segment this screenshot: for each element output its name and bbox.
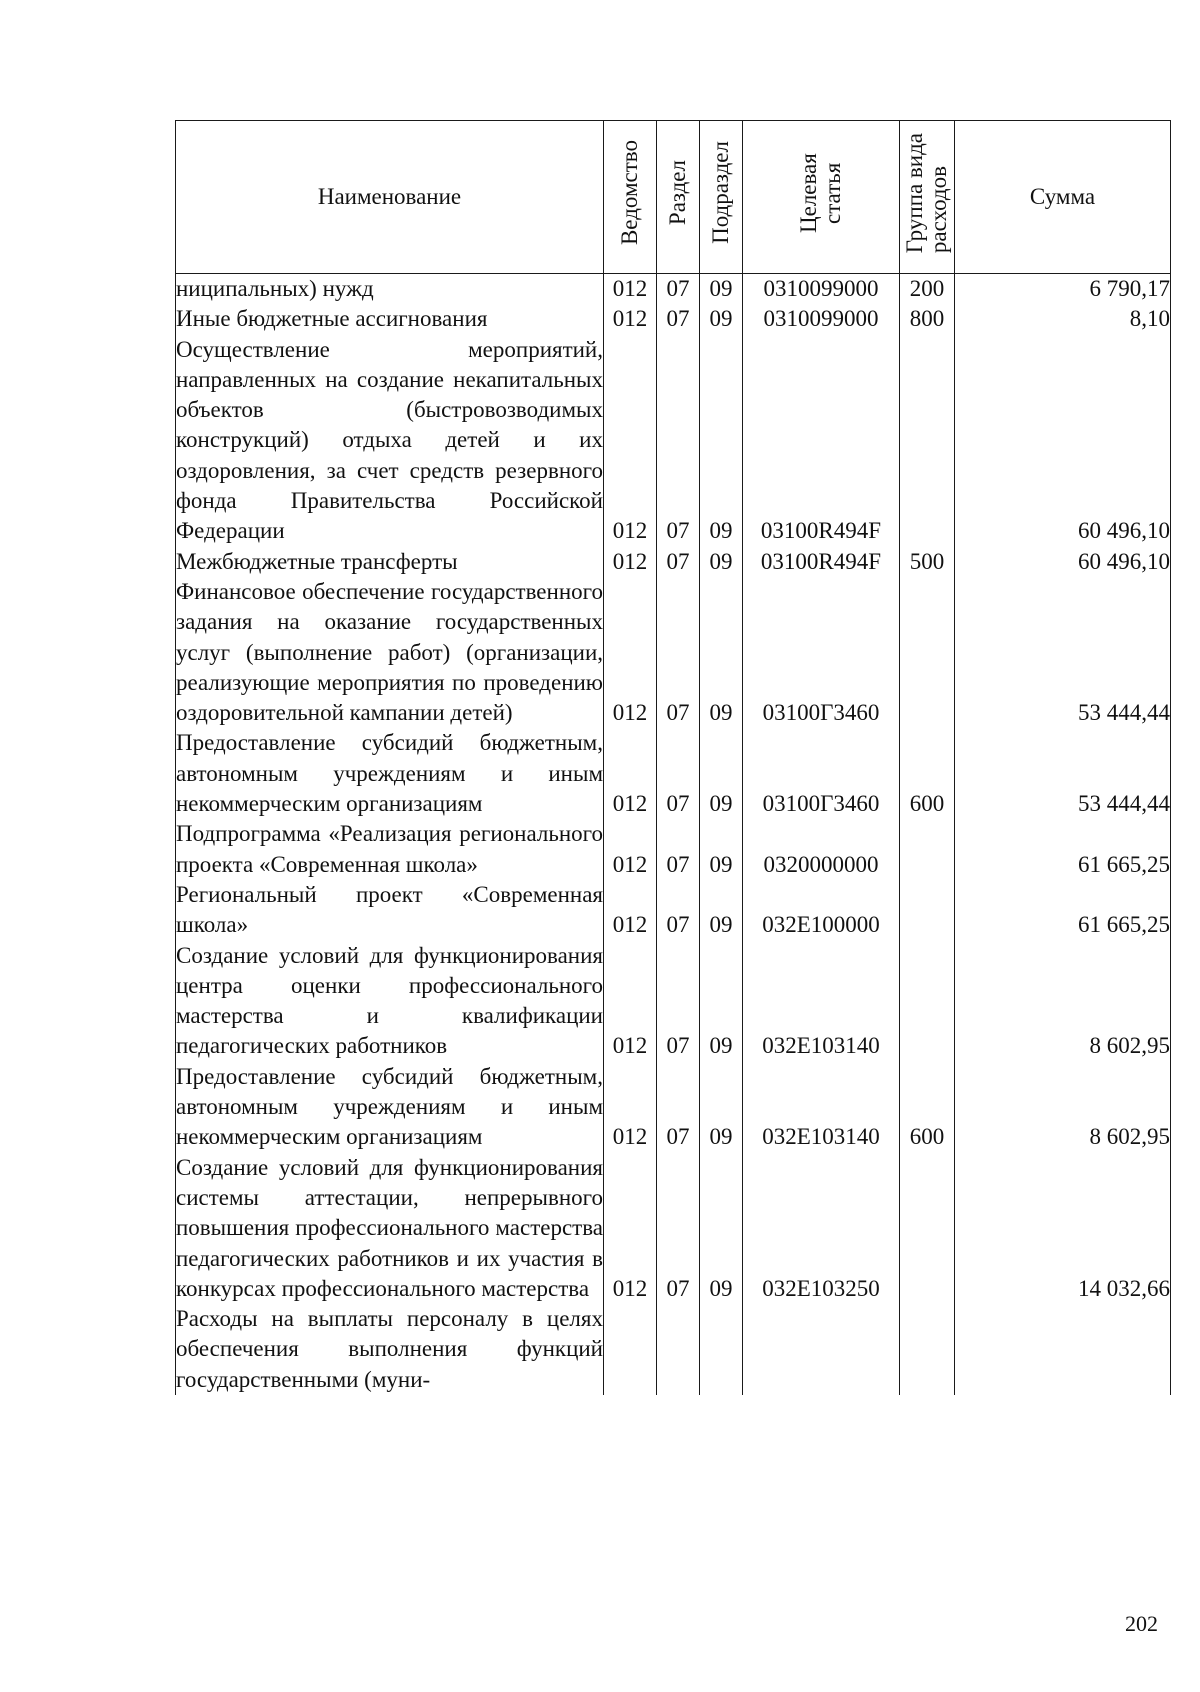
row-name: Региональный проект «Современная школа» (176, 880, 604, 941)
row-podrazdel: 09 (700, 274, 743, 305)
row-podrazdel: 09 (700, 577, 743, 728)
row-summa: 8,10 (955, 304, 1171, 334)
row-summa: 14 032,66 (955, 1153, 1171, 1304)
row-tselevaya-statya: 032E103140 (743, 941, 900, 1062)
row-vedomstvo: 012 (604, 728, 657, 819)
row-summa: 6 790,17 (955, 274, 1171, 305)
row-summa: 8 602,95 (955, 1062, 1171, 1153)
row-tselevaya-statya: 032E100000 (743, 880, 900, 941)
row-summa: 8 602,95 (955, 941, 1171, 1062)
row-gruppa: 800 (900, 304, 955, 334)
row-podrazdel: 09 (700, 547, 743, 577)
row-name: Предоставление субсидий бюджетным, автономным учреждениям и иным некоммерческим организациям (176, 1062, 604, 1153)
row-tselevaya-statya: 0310099000 (743, 274, 900, 305)
row-vedomstvo: 012 (604, 1153, 657, 1304)
row-tselevaya-statya: 032E103140 (743, 1062, 900, 1153)
row-gruppa (900, 880, 955, 941)
row-summa: 60 496,10 (955, 547, 1171, 577)
row-gruppa (900, 941, 955, 1062)
row-podrazdel: 09 (700, 880, 743, 941)
row-tselevaya-statya: 03100Г3460 (743, 577, 900, 728)
row-name: Осуществление мероприятий, направленных на создание некапитальных объектов (быстровозводимых конструкций) отдыха детей и их оздоровления, за счет средств резервного фонда Правительства Российской Федерации (176, 335, 604, 547)
row-razdel: 07 (657, 335, 700, 547)
row-gruppa: 600 (900, 728, 955, 819)
row-vedomstvo (604, 1304, 657, 1395)
row-vedomstvo: 012 (604, 547, 657, 577)
row-razdel: 07 (657, 304, 700, 334)
row-gruppa (900, 819, 955, 880)
table-row (176, 1153, 1171, 1304)
row-razdel: 07 (657, 941, 700, 1062)
row-vedomstvo: 012 (604, 880, 657, 941)
row-name: Расходы на выплаты персоналу в целях обеспечения выполнения функций государственными (муни- (176, 1304, 604, 1395)
row-summa: 53 444,44 (955, 728, 1171, 819)
header-gruppa-label-1: Группа вида (901, 132, 927, 253)
row-podrazdel: 09 (700, 304, 743, 334)
row-summa: 61 665,25 (955, 880, 1171, 941)
row-podrazdel: 09 (700, 335, 743, 547)
table-row (176, 335, 1171, 547)
row-tselevaya-statya: 0310099000 (743, 304, 900, 334)
row-razdel: 07 (657, 728, 700, 819)
row-summa: 60 496,10 (955, 335, 1171, 547)
row-gruppa (900, 1304, 955, 1395)
table-row (176, 1062, 1171, 1153)
row-name: Иные бюджетные ассигнования (176, 304, 604, 334)
table-row (176, 577, 1171, 728)
row-gruppa: 600 (900, 1062, 955, 1153)
table-header-row (176, 121, 1171, 274)
row-summa: 53 444,44 (955, 577, 1171, 728)
header-gruppa-label-2: расходов (926, 165, 951, 253)
table-row (176, 728, 1171, 819)
row-summa (955, 1304, 1171, 1395)
row-vedomstvo: 012 (604, 941, 657, 1062)
table-row (176, 819, 1171, 880)
row-name: Межбюджетные трансферты (176, 547, 604, 577)
row-tselevaya-statya: 0320000000 (743, 819, 900, 880)
page-number: 202 (1125, 1611, 1158, 1636)
row-razdel: 07 (657, 880, 700, 941)
row-name: Создание условий для функционирования центра оценки профессионального мастерства и квалификации педагогических работников (176, 941, 604, 1062)
row-vedomstvo: 012 (604, 577, 657, 728)
row-tselevaya-statya: 03100R494F (743, 547, 900, 577)
row-vedomstvo: 012 (604, 274, 657, 305)
header-podrazdel (700, 121, 743, 274)
row-gruppa (900, 335, 955, 547)
row-razdel: 07 (657, 1062, 700, 1153)
table-row (176, 547, 1171, 577)
header-razdel (657, 121, 700, 274)
row-podrazdel: 09 (700, 728, 743, 819)
row-name: Финансовое обеспечение государственного задания на оказание государственных услуг (выполнение работ) (организации, реализующие мероприятия по проведению оздоровительной кампании детей) (176, 577, 604, 728)
row-podrazdel: 09 (700, 1062, 743, 1153)
header-name: Наименование (176, 121, 604, 274)
row-podrazdel: 09 (700, 941, 743, 1062)
row-razdel: 07 (657, 577, 700, 728)
row-vedomstvo: 012 (604, 335, 657, 547)
row-vedomstvo: 012 (604, 304, 657, 334)
row-podrazdel: 09 (700, 1153, 743, 1304)
header-vedomstvo-label: Ведомство (616, 140, 642, 246)
table-row (176, 274, 1171, 305)
row-name: Предоставление субсидий бюджетным, автономным учреждениям и иным некоммерческим организациям (176, 728, 604, 819)
row-razdel: 07 (657, 1153, 700, 1304)
budget-table (175, 120, 1171, 1395)
row-tselevaya-statya: 03100R494F (743, 335, 900, 547)
row-name: Создание условий для функционирования системы аттестации, непрерывного повышения профессионального мастерства педагогических работников и их участия в конкурсах профессионального мастерства (176, 1153, 604, 1304)
row-podrazdel (700, 1304, 743, 1395)
row-name: ниципальных) нужд (176, 274, 604, 305)
table-row (176, 880, 1171, 941)
row-tselevaya-statya: 03100Г3460 (743, 728, 900, 819)
row-vedomstvo: 012 (604, 1062, 657, 1153)
row-tselevaya-statya: 032E103250 (743, 1153, 900, 1304)
row-razdel (657, 1304, 700, 1395)
row-summa: 61 665,25 (955, 819, 1171, 880)
row-vedomstvo: 012 (604, 819, 657, 880)
header-tselevaya (743, 121, 900, 274)
header-summa: Сумма (955, 121, 1171, 274)
row-gruppa: 200 (900, 274, 955, 305)
table-row (176, 941, 1171, 1062)
header-tselevaya-label: Целевая статья (795, 152, 845, 233)
header-vedomstvo (604, 121, 657, 274)
row-gruppa (900, 577, 955, 728)
row-name: Подпрограмма «Реализация регионального проекта «Современная школа» (176, 819, 604, 880)
row-razdel: 07 (657, 547, 700, 577)
row-razdel: 07 (657, 274, 700, 305)
row-gruppa (900, 1153, 955, 1304)
header-podrazdel-label: Подраздел (707, 141, 733, 245)
row-tselevaya-statya (743, 1304, 900, 1395)
table-row (176, 1304, 1171, 1395)
header-gruppa (900, 121, 955, 274)
table-row (176, 304, 1171, 334)
table-body (176, 274, 1171, 1395)
header-razdel-label: Раздел (664, 160, 690, 226)
row-gruppa: 500 (900, 547, 955, 577)
row-podrazdel: 09 (700, 819, 743, 880)
row-razdel: 07 (657, 819, 700, 880)
